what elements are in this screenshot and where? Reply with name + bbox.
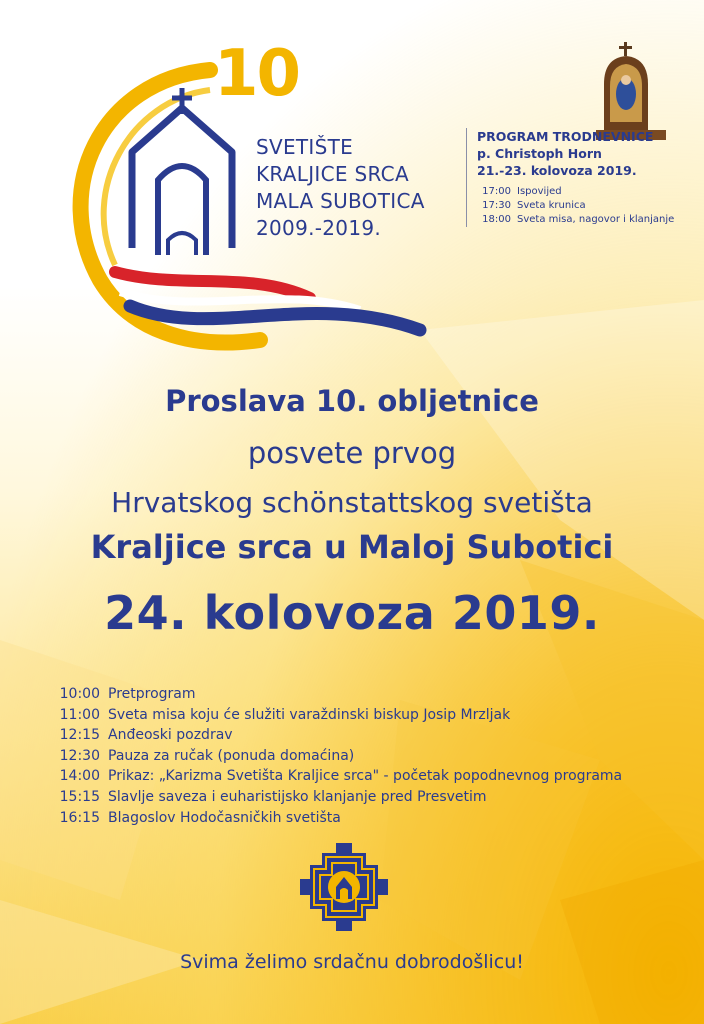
headline-consecration: posvete prvog [247, 436, 457, 470]
schedule-time: 12:15 [59, 727, 100, 744]
headline-location: Kraljice srca u Maloj Subotici [90, 528, 614, 566]
triduum-item-text: Sveta misa, nagovor i klanjanje [517, 214, 675, 225]
schedule-text: Pauza za ručak (ponuda domaćina) [108, 747, 355, 764]
logo-line: KRALJICE SRCA [256, 162, 409, 186]
chapel-outline [132, 108, 232, 248]
triduum-item-time: 17:30 [482, 200, 511, 211]
logo-line: MALA SUBOTICA [256, 189, 425, 213]
triduum-item [477, 199, 704, 213]
triduum-item [477, 185, 704, 199]
logo-line: 2009.-2019. [256, 216, 382, 240]
triduum-item-text: Sveta krunica [517, 200, 586, 211]
triduum-title: PROGRAM TRODNEVNICE [477, 129, 654, 144]
logo-text [256, 134, 425, 242]
anniversary-number: 10 [214, 37, 300, 111]
triduum-item-text: Ispovijed [517, 186, 562, 197]
triduum-program [466, 128, 704, 227]
schedule-row [56, 766, 676, 787]
triduum-item-time: 17:00 [482, 186, 511, 197]
triduum-item-time: 18:00 [482, 214, 511, 225]
schedule-row [56, 746, 676, 767]
triduum-speaker: p. Christoph Horn [477, 146, 602, 161]
shrine-image [596, 42, 666, 142]
schedule-text: Prikaz: „Karizma Svetišta Kraljice srca" - početak popodnevnog programa [108, 768, 623, 785]
triduum-dates: 21.-23. kolovoza 2019. [477, 163, 637, 178]
schedule-row [56, 808, 676, 829]
schedule-text: Slavlje saveza i euharistijsko klanjanje pred Presvetim [108, 788, 487, 805]
schedule-time: 11:00 [59, 706, 100, 723]
schedule-time: 14:00 [59, 768, 100, 785]
schedule-row [56, 725, 676, 746]
triduum-item [477, 213, 704, 227]
schedule-row [56, 684, 676, 705]
schedule-time: 12:30 [59, 747, 100, 764]
schedule-row [56, 705, 676, 726]
schedule-text: Pretprogram [108, 686, 196, 702]
headline-shrine: Hrvatskog schönstattskog svetišta [111, 486, 593, 519]
headline-anniversary: Proslava 10. obljetnice [165, 384, 539, 418]
event-date: 24. kolovoza 2019. [104, 586, 600, 640]
schedule-text: Blagoslov Hodočasničkih svetišta [108, 809, 341, 826]
event-schedule [56, 684, 676, 828]
schedule-row [56, 787, 676, 808]
schedule-time: 16:15 [59, 809, 100, 826]
shrine-emblem-icon [300, 843, 388, 931]
schedule-time: 10:00 [59, 686, 100, 702]
schedule-text: Anđeoski pozdrav [108, 727, 233, 744]
blue-ribbon [130, 306, 420, 330]
logo-line: SVETIŠTE [256, 135, 354, 159]
schedule-time: 15:15 [59, 788, 100, 805]
welcome-message: Svima želimo srdačnu dobrodošlicu! [180, 951, 524, 973]
schedule-text: Sveta misa koju će služiti varaždinski biskup Josip Mrzljak [108, 706, 511, 723]
